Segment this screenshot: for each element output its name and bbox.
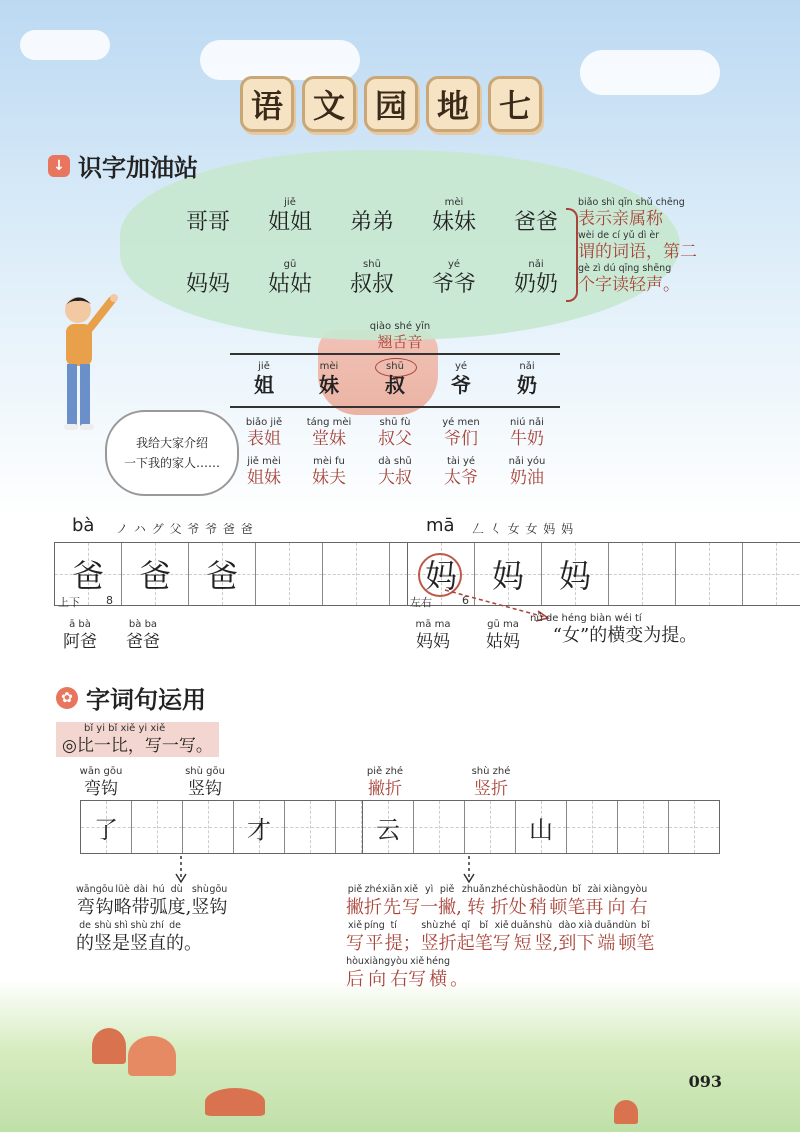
stroke-count: 8 — [106, 594, 113, 607]
ruby-char — [408, 956, 426, 992]
grid-cell: 妈 — [475, 543, 542, 605]
fold-description — [346, 884, 654, 992]
ruby-char — [567, 884, 585, 920]
grid-cell — [743, 543, 800, 605]
word-text: 爸爸 — [513, 210, 558, 235]
word-text: 姑姑 — [267, 272, 312, 297]
hanzi: 竖 — [130, 933, 148, 954]
word-text: 奶奶 — [513, 272, 558, 297]
ruby-char — [385, 920, 403, 956]
ruby-char — [457, 920, 475, 956]
grid-cell — [256, 543, 323, 605]
hanzi: 竖 — [94, 933, 112, 954]
hanzi: , — [456, 897, 462, 918]
stroke-label: wān gōu 弯钩 — [79, 766, 123, 799]
pinyin: zài — [587, 884, 602, 895]
hanzi: 笔 — [474, 933, 493, 954]
ruby-char — [166, 920, 184, 956]
hanzi: 钩 — [209, 897, 228, 918]
ruby-char — [630, 884, 648, 920]
hanzi: 直 — [148, 933, 166, 954]
ruby-char — [346, 884, 364, 920]
example-word: dà shū 大叔 — [378, 456, 412, 488]
ruby-char — [390, 956, 408, 992]
download-arrow-icon: ↓ — [48, 155, 70, 177]
hanzi: 笔 — [567, 897, 586, 918]
hanzi: 写 — [402, 897, 421, 918]
grid-cell — [465, 801, 516, 853]
title-char: 语 — [240, 76, 294, 132]
ruby-char — [112, 920, 130, 956]
text-line — [76, 920, 227, 956]
hanzi: 折 — [438, 933, 457, 954]
hanzi: 处 — [508, 897, 527, 918]
pinyin-ba: bà — [72, 515, 95, 536]
ruby-char — [364, 884, 382, 920]
section-header-usage — [56, 680, 206, 715]
pinyin: xiě — [404, 884, 419, 895]
grid-cell — [183, 801, 234, 853]
down-arrow-icon — [174, 856, 188, 886]
ruby-char — [403, 920, 421, 956]
ruby-char — [462, 884, 491, 920]
text-line — [76, 884, 227, 920]
example-word: biǎo jiě 表姐 — [245, 417, 283, 449]
pinyin: yì — [424, 884, 434, 895]
pinyin: dù — [170, 884, 183, 895]
pinyin: shù — [130, 920, 148, 931]
pinyin: lüè — [115, 884, 130, 895]
ruby-char — [191, 884, 209, 920]
ruby-char — [184, 920, 202, 956]
hanzi: 折 — [490, 897, 509, 918]
pinyin: shù — [535, 920, 553, 931]
word-item: nǎi 奶奶 — [491, 258, 581, 299]
ruby-char — [364, 920, 385, 956]
hanzi: 撇 — [438, 897, 457, 918]
hanzi: 的 — [76, 933, 94, 954]
hanzi: 横 — [429, 969, 448, 990]
hanzi: 右 — [629, 897, 648, 918]
pinyin: píng — [364, 920, 385, 931]
ruby-char — [438, 884, 456, 920]
mushroom-illustration — [205, 1088, 265, 1116]
exercise-label: bǐ yi bǐ xiě yi xiě ◎比一比，写一写。 — [56, 722, 219, 757]
ruby-char — [511, 920, 535, 956]
pinyin: chù — [509, 884, 527, 895]
mushroom-illustration — [92, 1028, 126, 1064]
hanzi: 。 — [450, 969, 469, 990]
text-line — [346, 956, 654, 992]
ruby-char — [382, 884, 402, 920]
pinyin: shù — [421, 920, 439, 931]
ruby-char — [549, 884, 567, 920]
hanzi: 弯 — [76, 897, 95, 918]
word-item — [163, 196, 253, 237]
grid-cell: 云 — [363, 801, 414, 853]
pinyin: xiàng — [603, 884, 630, 895]
ruby-char — [576, 920, 594, 956]
text-line — [346, 920, 654, 956]
hanzi: , — [552, 933, 559, 954]
char-item: yé 爷 — [451, 361, 471, 397]
ruby-char — [636, 920, 654, 956]
ruby-char — [114, 884, 132, 920]
grid-cell — [567, 801, 618, 853]
ruby-char — [421, 920, 439, 956]
ruby-char — [150, 884, 168, 920]
writing-grid-ba — [54, 542, 457, 606]
speech-bubble: 我给大家介绍 一下我的家人…… — [105, 410, 239, 496]
hanzi: 端 — [597, 933, 616, 954]
hanzi: 带 — [131, 897, 150, 918]
ruby-char — [209, 884, 227, 920]
ruby-char — [491, 884, 509, 920]
word-text: 姐姐 — [267, 210, 312, 235]
ruby-char — [558, 920, 576, 956]
word-item — [163, 258, 253, 299]
word-pair: bà ba 爸爸 — [126, 619, 160, 652]
ruby-char — [603, 884, 629, 920]
hanzi: 起 — [456, 933, 475, 954]
hanzi: 笔 — [636, 933, 655, 954]
hanzi: 折 — [364, 897, 382, 918]
pinyin: zhí — [150, 920, 164, 931]
hanzi: , — [185, 897, 192, 918]
ruby-char — [346, 920, 364, 956]
pinyin: xiàng — [364, 956, 391, 967]
hanzi: 下 — [576, 933, 595, 954]
page-title — [240, 76, 542, 132]
hanzi: 到 — [558, 933, 577, 954]
example-word: jiě mèi 姐妹 — [247, 456, 281, 488]
page-number: 093 — [688, 1072, 722, 1091]
hanzi: 撇 — [346, 897, 364, 918]
hanzi: 写 — [408, 969, 427, 990]
pinyin: gōu — [95, 884, 114, 895]
ruby-char — [493, 920, 511, 956]
mushroom-illustration — [128, 1036, 176, 1076]
ruby-char — [364, 956, 390, 992]
hook-description — [76, 884, 227, 956]
hanzi: 度 — [167, 897, 186, 918]
retroflex-label: qiào shé yīn 翘舌音 — [369, 321, 431, 351]
pinyin: héng — [426, 956, 451, 967]
ruby-char — [132, 884, 150, 920]
ruby-char — [346, 956, 364, 992]
pinyin: hú — [152, 884, 165, 895]
ruby-char — [535, 920, 553, 956]
ruby-char — [76, 884, 96, 920]
word-pair: ā bà 阿爸 — [63, 619, 97, 652]
hanzi: 竖 — [191, 897, 210, 918]
boy-illustration — [54, 292, 124, 442]
grid-cell — [669, 801, 719, 853]
ruby-char — [168, 884, 186, 920]
pinyin: hòu — [346, 956, 364, 967]
pinyin: xiān — [382, 884, 403, 895]
hanzi: 钩 — [95, 897, 114, 918]
example-word: mèi fu 妹夫 — [312, 456, 346, 488]
word-item: yé 爷爷 — [409, 258, 499, 299]
stroke-label: shù gōu 竖钩 — [185, 766, 225, 799]
ruby-char — [439, 920, 457, 956]
hanzi: 。 — [184, 933, 202, 954]
ruby-char — [450, 956, 468, 992]
grid-cell — [285, 801, 336, 853]
word-item: mèi 妹妹 — [409, 196, 499, 237]
grid-cell — [609, 543, 676, 605]
divider-line — [230, 353, 560, 355]
pinyin: zhé — [364, 884, 382, 895]
pinyin: yòu — [390, 956, 408, 967]
cloud — [20, 30, 110, 60]
pinyin: shì — [114, 920, 128, 931]
ruby-char — [594, 920, 618, 956]
hanzi: 是 — [112, 933, 130, 954]
mushroom-illustration — [614, 1100, 638, 1124]
hanzi: ； — [402, 933, 421, 954]
structure-tag: 左右 — [410, 596, 432, 609]
word-text: 妹妹 — [431, 210, 476, 235]
ruby-char — [148, 920, 166, 956]
pinyin: piě — [439, 884, 455, 895]
pinyin: de — [169, 920, 181, 931]
example-word: táng mèi 堂妹 — [306, 417, 352, 449]
section-title: 字词句运用 — [86, 686, 206, 714]
ruby-char — [94, 920, 112, 956]
grid-cell: 了 — [81, 801, 132, 853]
hanzi: 后 — [346, 969, 364, 990]
pinyin: shāo — [526, 884, 550, 895]
grid-cell: 爸 — [122, 543, 189, 605]
stroke-label: piě zhé 撇折 — [366, 766, 404, 799]
word-pair: gū ma 姑妈 — [486, 619, 520, 652]
hanzi: 竖 — [534, 933, 553, 954]
word-text: 弟弟 — [349, 210, 394, 235]
ruby-char — [76, 920, 94, 956]
word-item: jiě 姐姐 — [245, 196, 335, 237]
pinyin: qǐ — [461, 920, 471, 931]
hanzi: 弧 — [149, 897, 168, 918]
pinyin: duān — [594, 920, 619, 931]
pinyin: zhé — [491, 884, 509, 895]
ruby-char — [130, 920, 148, 956]
hanzi: 再 — [585, 897, 604, 918]
stroke-order: 𠃋 𡿨 女 女 妈 妈 — [472, 522, 575, 536]
pinyin: piě — [347, 884, 363, 895]
pinyin: wān — [76, 884, 96, 895]
cloud — [200, 40, 360, 80]
hanzi: 竖 — [420, 933, 439, 954]
hanzi: 向 — [607, 897, 626, 918]
ruby-char — [420, 884, 438, 920]
pinyin: shù — [191, 884, 209, 895]
hanzi: 提 — [384, 933, 403, 954]
ruby-char — [402, 884, 420, 920]
pinyin: bǐ — [641, 920, 650, 931]
pinyin: dào — [558, 920, 577, 931]
hanzi: 右 — [390, 969, 409, 990]
grid-cell: 山 — [516, 801, 567, 853]
pinyin: xiě — [494, 920, 509, 931]
grid-cell: 爸 — [55, 543, 122, 605]
word-pair: mā ma 妈妈 — [415, 619, 451, 652]
ruby-char — [509, 884, 527, 920]
grid-cell — [676, 543, 743, 605]
example-word: tài yé 太爷 — [444, 456, 478, 488]
ruby-char — [426, 956, 450, 992]
text-line — [346, 884, 654, 920]
title-char: 园 — [364, 76, 418, 132]
pinyin: xià — [578, 920, 593, 931]
structure-tag: 上下 — [58, 596, 80, 609]
pinyin: dài — [133, 884, 148, 895]
pinyin: dùn — [549, 884, 568, 895]
hanzi: 的 — [166, 933, 184, 954]
char-item: mèi 妹 — [319, 361, 339, 397]
bracket — [566, 208, 578, 302]
grid-cell: 妈 — [408, 543, 475, 605]
word-item: shū 叔叔 — [327, 258, 417, 299]
flower-icon: ✿ — [56, 687, 78, 709]
word-text: 哥哥 — [185, 210, 230, 235]
grid-cell: 爸 — [189, 543, 256, 605]
pinyin: xiě — [410, 956, 425, 967]
title-char: 七 — [488, 76, 542, 132]
hanzi: 一 — [420, 897, 439, 918]
divider-line — [230, 406, 560, 408]
word-text: 爷爷 — [431, 272, 476, 297]
hanzi: 写 — [346, 933, 364, 954]
grid-cell — [132, 801, 183, 853]
ruby-char — [96, 884, 114, 920]
section-title: 识字加油站 — [78, 154, 198, 182]
hanzi: 先 — [383, 897, 402, 918]
pinyin: zhuǎn — [461, 884, 491, 895]
title-char: 文 — [302, 76, 356, 132]
grid-cell — [323, 543, 390, 605]
stroke-order: ノ ハ グ 父 爷 爷 爸 爸 — [116, 522, 254, 536]
char-item: shū 叔 — [385, 361, 405, 397]
pinyin: dùn — [618, 920, 637, 931]
pinyin: xiě — [347, 920, 363, 931]
ruby-char — [475, 920, 493, 956]
example-word: niú nǎi 牛奶 — [510, 417, 544, 449]
example-word: yé men 爷们 — [442, 417, 480, 449]
char-item: nǎi 奶 — [517, 361, 537, 397]
pinyin: yòu — [629, 884, 648, 895]
stroke-label: shù zhé 竖折 — [471, 766, 511, 799]
hanzi: 稍 — [529, 897, 548, 918]
stroke-rule-note: nǚ de héng biàn wéi tí “女”的横变为提。 — [530, 613, 698, 646]
grid-cell: 妈 — [542, 543, 609, 605]
word-item — [327, 196, 417, 237]
pinyin: shù — [94, 920, 112, 931]
grid-cell — [618, 801, 669, 853]
ruby-char — [527, 884, 550, 920]
grid-cell: 才 — [234, 801, 285, 853]
section-header-literacy — [48, 148, 198, 183]
example-word: nǎi yóu 奶油 — [508, 456, 546, 488]
word-text: 叔叔 — [349, 272, 394, 297]
pinyin: gōu — [209, 884, 228, 895]
hanzi: 向 — [368, 969, 387, 990]
hanzi: 短 — [513, 933, 532, 954]
writing-grid-fold — [362, 800, 720, 854]
ruby-char — [585, 884, 603, 920]
cloud — [580, 50, 720, 95]
stroke-count: 6 — [462, 594, 469, 607]
pinyin: zhé — [439, 920, 457, 931]
title-char: 地 — [426, 76, 480, 132]
hanzi: 写 — [492, 933, 511, 954]
word-text: 妈妈 — [185, 272, 230, 297]
hanzi: 顿 — [618, 933, 637, 954]
hanzi: 平 — [365, 933, 384, 954]
pinyin: duǎn — [510, 920, 535, 931]
down-arrow-icon — [462, 856, 476, 886]
example-word: shū fù 叔父 — [378, 417, 412, 449]
kinship-note: biǎo shì qīn shǔ chēng 表示亲属称 wèi de cí yǔ dì èr 谓的词语，第二 gè zì dú qīng shēng 个字读轻声。 — [578, 197, 697, 295]
hanzi: 略 — [113, 897, 132, 918]
grid-cell — [414, 801, 465, 853]
pinyin: tí — [390, 920, 397, 931]
pinyin-ma: mā — [426, 515, 455, 536]
ruby-char — [618, 920, 636, 956]
char-item: jiě 姐 — [254, 361, 274, 397]
pinyin: de — [79, 920, 91, 931]
word-item: gū 姑姑 — [245, 258, 335, 299]
hanzi: 转 — [467, 897, 486, 918]
pinyin: bǐ — [479, 920, 489, 931]
hanzi: 顿 — [549, 897, 568, 918]
pinyin: bǐ — [572, 884, 581, 895]
